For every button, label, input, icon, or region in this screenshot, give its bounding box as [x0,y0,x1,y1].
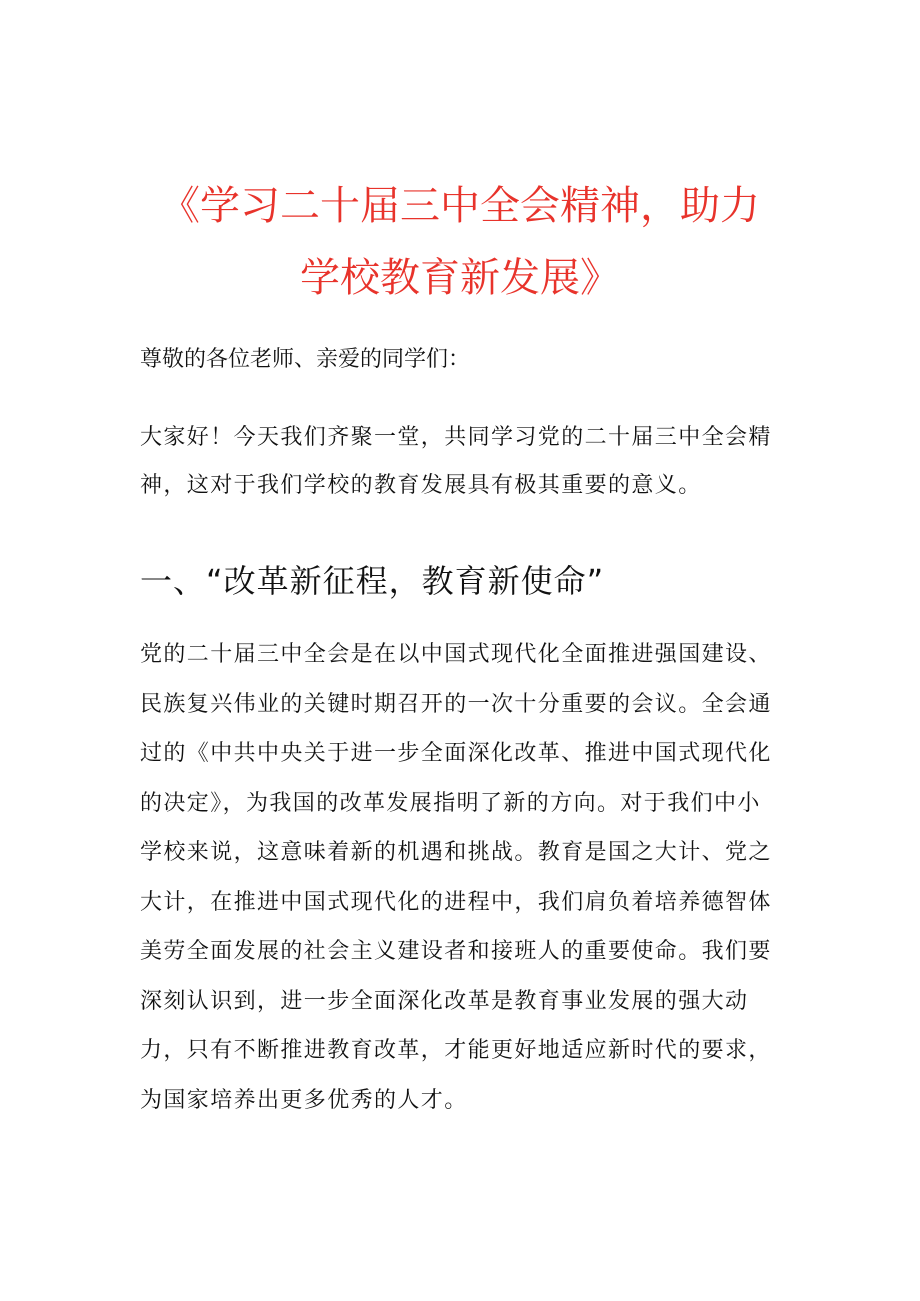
body-line: 过的《中共中央关于进一步全面深化改革、推进中国式现代化 [140,741,772,766]
intro-line: 神，这对于我们学校的教育发展具有极其重要的意义。 [140,473,702,498]
body-line: 党的二十届三中全会是在以中国式现代化全面推进强国建设、 [140,642,772,667]
body-line: 大计，在推进中国式现代化的进程中，我们肩负着培养德智体 [140,889,772,915]
intro-paragraph [140,414,780,510]
body-line: 为国家培养出更多优秀的人才。 [140,1087,468,1113]
body-line: 深刻认识到，进一步全面深化改革是教育事业发展的强大动 [140,988,749,1014]
document-title [130,170,790,314]
body-line: 民族复兴伟业的关键时期召开的一次十分重要的会议。全会通 [140,691,772,717]
body-line: 力，只有不断推进教育改革，才能更好地适应新时代的要求， [140,1038,772,1063]
salutation: 尊敬的各位老师、亲爱的同学们： [140,347,471,372]
intro-line: 大家好！今天我们齐聚一堂，共同学习党的二十届三中全会精 [140,425,772,450]
title-line: 学校教育新发展》 [300,255,620,301]
body-line: 的决定》，为我国的改革发展指明了新的方向。对于我们中小 [140,790,761,816]
body-line: 美劳全面发展的社会主义建设者和接班人的重要使命。我们要 [140,939,772,964]
section-body-paragraph [140,630,780,1125]
section-heading: 一、“改革新征程，教育新使命” [140,562,605,600]
title-line: 《学习二十届三中全会精神，助力 [160,183,760,229]
body-line: 学校来说，这意味着新的机遇和挑战。教育是国之大计、党之 [140,840,772,865]
